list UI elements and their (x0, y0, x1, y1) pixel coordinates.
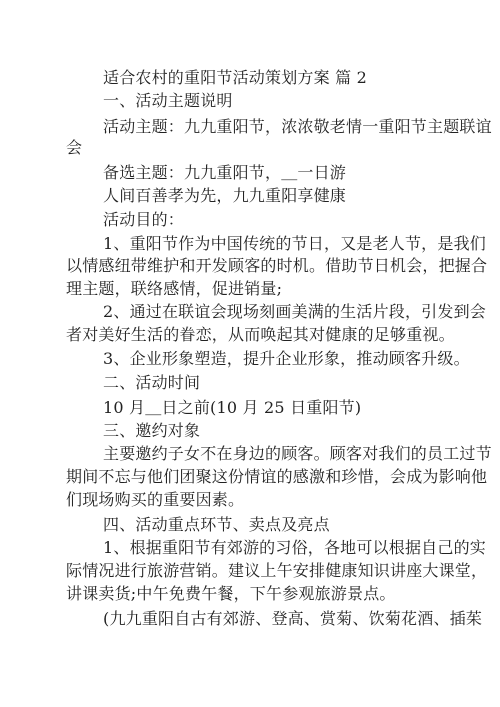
paragraph-line: 讲课卖货;中午免费午餐，下午参观旅游景点。 (66, 584, 396, 603)
paragraph-line: 理主题，联络感情，促进销量; (66, 279, 283, 298)
paragraph-line: 者对美好生活的眷恋，从而唤起其对健康的足够重视。 (66, 325, 455, 344)
paragraph-line: 期间不忘与他们团聚这份情谊的感激和珍惜，会成为影响他 (66, 467, 488, 486)
paragraph-line: 10 月＿日之前(10 月 25 日重阳节) (103, 398, 362, 417)
paragraph-line: 1、根据重阳节有郊游的习俗，各地可以根据自己的实 (103, 538, 486, 557)
paragraph-line: 1、重阳节作为中国传统的节日，又是老人节，是我们 (103, 234, 486, 253)
paragraph-line: 人间百善孝为先，九九重阳享健康 (103, 186, 347, 205)
paragraph-line: 会 (66, 138, 83, 157)
paragraph-line: 主要邀约子女不在身边的顾客。顾客对我们的员工过节 (103, 444, 492, 463)
paragraph-line: 活动主题：九九重阳节，浓浓敬老情一重阳节主题联谊 (103, 117, 492, 136)
section-heading: 一、活动主题说明 (103, 91, 233, 110)
paragraph-line: 2、通过在联谊会现场刻画美满的生活片段，引发到会 (103, 302, 486, 321)
paragraph-line: 活动目的： (103, 210, 185, 229)
paragraph-line: 备选主题：九九重阳节，＿一日游 (103, 163, 347, 182)
paragraph-line: 际情况进行旅游营销。建议上午安排健康知识讲座大课堂， (66, 561, 488, 580)
section-heading: 二、活动时间 (103, 373, 201, 392)
paragraph-line: 3、企业形象塑造，提升企业形象，推动顾客升级。 (103, 349, 470, 368)
paragraph-line: 以情感纽带维护和开发顾客的时机。借助节日机会，把握合 (66, 256, 488, 275)
section-heading: 四、活动重点环节、卖点及亮点 (103, 515, 330, 534)
document-title: 适合农村的重阳节活动策划方案 篇 2 (103, 68, 367, 87)
section-heading: 三、邀约对象 (103, 421, 201, 440)
paragraph-line: 们现场购买的重要因素。 (66, 490, 245, 509)
paragraph-line: (九九重阳自古有郊游、登高、赏菊、饮菊花酒、插茱 (103, 609, 483, 628)
